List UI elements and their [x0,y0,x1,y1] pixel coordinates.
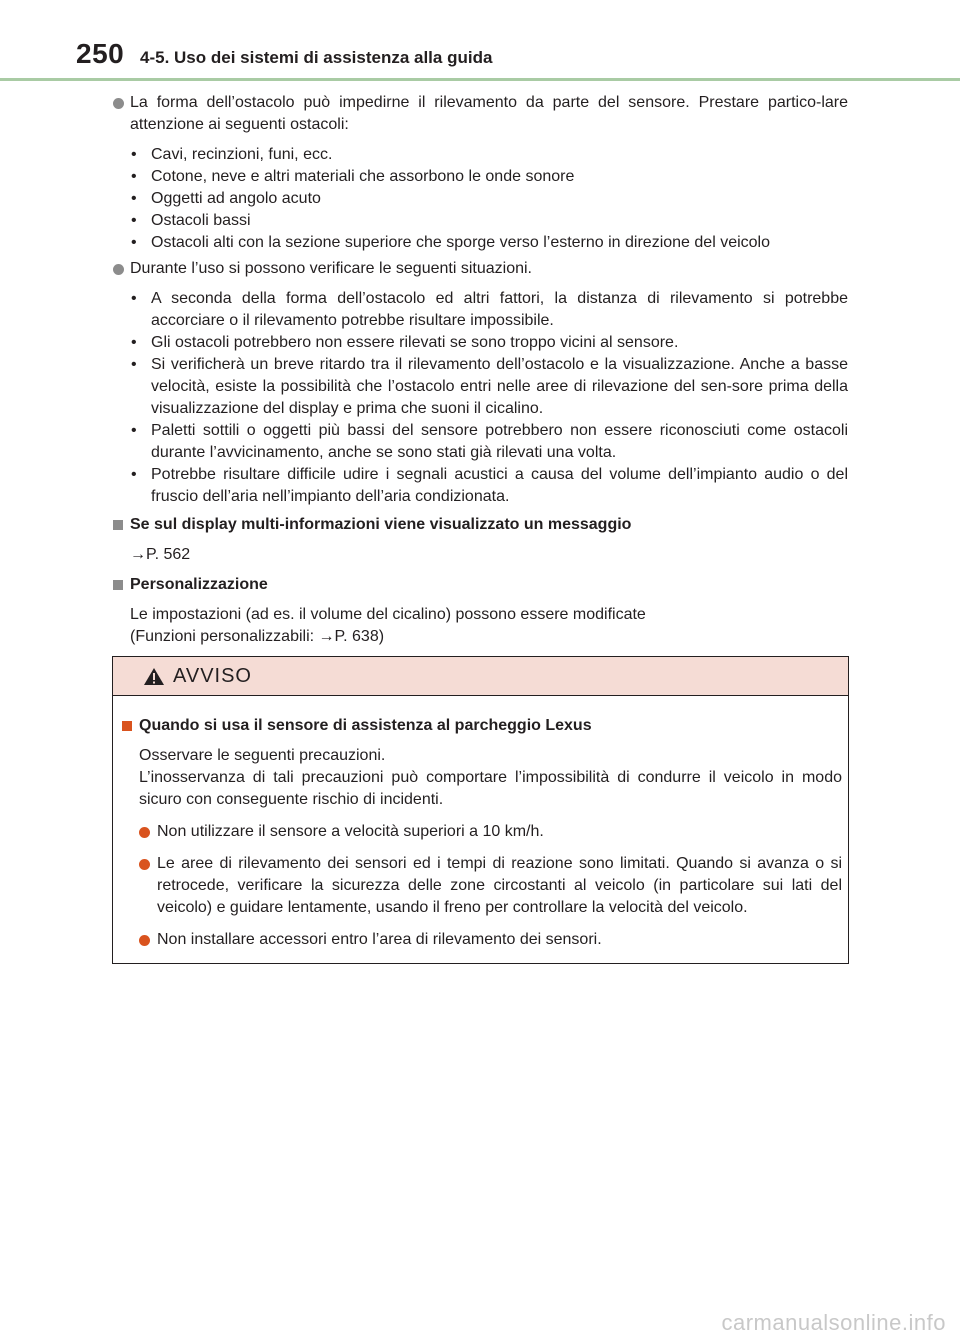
bullet-text: La forma dell’ostacolo può impedirne il rilevamento da parte del sensore. Prestare partico-lare attenzione ai seguenti ostacoli: [130,94,848,133]
warning-item [113,821,848,843]
bullet-dot-icon [139,859,150,870]
page-reference-link[interactable]: →P. 562 [130,546,191,563]
list-item-text: Oggetti ad angolo acuto [151,190,321,207]
list-item-text: Ostacoli bassi [151,212,251,229]
warning-triangle-icon [143,667,165,691]
sub-bullet-mark: • [131,190,137,207]
sub-bullet-mark: • [131,212,137,229]
list-item [129,166,848,188]
bullet-item [112,258,848,280]
warning-item-text: Non installare accessori entro l’area di rilevamento dei sensori. [157,931,602,948]
list-item [129,288,848,332]
bullet-dot-icon [113,264,124,275]
warning-heading [113,715,848,737]
list-item [129,464,848,508]
sub-bullet-mark: • [131,234,137,251]
list-item [129,188,848,210]
list-item [129,232,848,254]
warning-item [113,853,848,919]
warning-title: AVVISO [173,665,252,687]
warning-item-text: Non utilizzare il sensore a velocità superiori a 10 km/h. [157,823,544,840]
warning-body [113,715,848,951]
section-heading [112,574,848,596]
sub-bullet-mark: • [131,466,137,483]
list-item [129,332,848,354]
main-content [112,92,848,648]
bullet-dot-icon [139,935,150,946]
heading-text: Personalizzazione [130,576,268,593]
bullet-dot-icon [139,827,150,838]
warning-intro [113,745,848,811]
header-divider [0,78,960,81]
section-title: 4-5. Uso dei sistemi di assistenza alla guida [140,48,493,67]
list-item-text: Gli ostacoli potrebbero non essere rilevati se sono troppo vicini al sensore. [151,334,679,351]
list-item-text: Ostacoli alti con la sezione superiore che sporge verso l’esterno in direzione del veicolo [151,234,770,251]
warning-box [112,656,849,964]
square-bullet-icon [122,721,132,731]
sub-bullet-mark: • [131,168,137,185]
sub-bullet-mark: • [131,290,137,307]
list-item-text: Cavi, recinzioni, funi, ecc. [151,146,333,163]
situation-list [129,288,848,508]
heading-text: Se sul display multi-informazioni viene visualizzato un messaggio [130,516,632,533]
list-item-text: Potrebbe risultare difficile udire i segnali acustici a causa del volume dell’impianto audio o del fruscio dell’aria nell’impianto dell’aria condizionata. [151,466,848,505]
sub-bullet-mark: • [131,356,137,373]
list-item [129,354,848,420]
square-bullet-icon [113,580,123,590]
list-item-text: A seconda della forma dell’ostacolo ed altri fattori, la distanza di rilevamento si potrebbe accorciare o il rilevamento potrebbe risultare impossibile. [151,290,848,329]
warning-item [113,929,848,951]
warning-intro-line: Osservare le seguenti precauzioni. [139,747,386,764]
list-item [129,420,848,464]
customization-text: Le impostazioni (ad es. il volume del cicalino) possono essere modificate [130,606,646,623]
warning-heading-text: Quando si usa il sensore di assistenza al parcheggio Lexus [139,717,592,734]
warning-header [113,657,848,696]
warning-intro-line: L’inosservanza di tali precauzioni può comportare l’impossibilità di condurre il veicolo in modo sicuro con conseguente rischio di incidenti. [139,769,842,808]
sub-bullet-mark: • [131,334,137,351]
customization-reference: (Funzioni personalizzabili: →P. 638) [130,628,385,645]
list-item-text: Si verificherà un breve ritardo tra il rilevamento dell’ostacolo e la visualizzazione. Anche a basse velocità, esiste la possibilità che l’ostacolo entri nelle aree di rilevazione del sen-sore prima della visualizzazione del display e prima che suoni il cicalino. [151,356,848,417]
sub-bullet-mark: • [131,146,137,163]
watermark: carmanualsonline.info [721,1310,946,1335]
list-item-text: Paletti sottili o oggetti più bassi del sensore potrebbero non essere riconosciuti come ostacoli durante l’avvicinamento, anche se sono stati già rilevati una volta. [151,422,848,461]
obstacle-list [129,144,848,254]
bullet-dot-icon [113,98,124,109]
page-header [0,0,960,80]
list-item-text: Cotone, neve e altri materiali che assorbono le onde sonore [151,168,575,185]
square-bullet-icon [113,520,123,530]
warning-item-text: Le aree di rilevamento dei sensori ed i tempi di reazione sono limitati. Quando si avanza o si retrocede, verificare la sicurezza delle zone circostanti al veicolo (in particolare sui lati del veicolo) e guidare lentamente, usando il freno per controllare la velocità del veicolo. [157,855,842,916]
page-number: 250 [76,38,125,69]
section-heading [112,514,848,536]
bullet-item [112,92,848,136]
sub-bullet-mark: • [131,422,137,439]
list-item [129,144,848,166]
bullet-text: Durante l’uso si possono verificare le seguenti situazioni. [130,260,532,277]
list-item [129,210,848,232]
